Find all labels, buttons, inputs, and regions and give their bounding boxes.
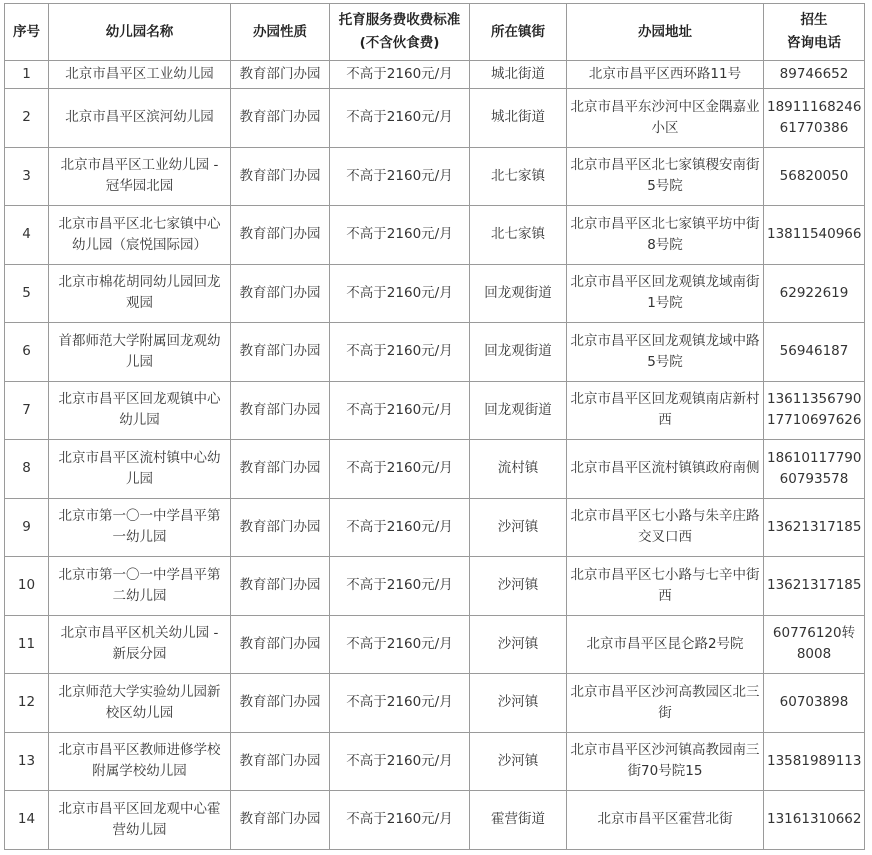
cell-type: 教育部门办园 bbox=[231, 147, 330, 206]
table-row bbox=[5, 61, 865, 89]
cell-type: 教育部门办园 bbox=[231, 264, 330, 323]
cell-index: 10 bbox=[5, 557, 49, 616]
table-body bbox=[5, 61, 865, 850]
cell-name: 北京市棉花胡同幼儿园回龙观园 bbox=[49, 264, 231, 323]
cell-phone: 18911168246 61770386 bbox=[764, 89, 865, 148]
cell-type: 教育部门办园 bbox=[231, 498, 330, 557]
cell-name: 北京市昌平区教师进修学校附属学校幼儿园 bbox=[49, 732, 231, 791]
cell-phone: 13811540966 bbox=[764, 206, 865, 265]
header-phone bbox=[764, 4, 865, 61]
cell-phone: 18610117790 60793578 bbox=[764, 440, 865, 499]
cell-address: 北京市昌平区流村镇镇政府南侧 bbox=[567, 440, 764, 499]
cell-fee: 不高于2160元/月 bbox=[330, 557, 470, 616]
table-row bbox=[5, 264, 865, 323]
table-row bbox=[5, 615, 865, 674]
cell-address: 北京市昌平区回龙观镇龙域中路5号院 bbox=[567, 323, 764, 382]
cell-street: 北七家镇 bbox=[470, 147, 567, 206]
cell-type: 教育部门办园 bbox=[231, 206, 330, 265]
cell-address: 北京市昌平区霍营北街 bbox=[567, 791, 764, 850]
header-street: 所在镇街 bbox=[470, 4, 567, 61]
cell-street: 回龙观街道 bbox=[470, 264, 567, 323]
cell-phone: 13581989113 bbox=[764, 732, 865, 791]
cell-name: 北京市第一〇一中学昌平第一幼儿园 bbox=[49, 498, 231, 557]
cell-type: 教育部门办园 bbox=[231, 674, 330, 733]
cell-phone: 13161310662 bbox=[764, 791, 865, 850]
cell-address: 北京市昌平区回龙观镇龙域南街1号院 bbox=[567, 264, 764, 323]
header-index: 序号 bbox=[5, 4, 49, 61]
cell-type: 教育部门办园 bbox=[231, 440, 330, 499]
cell-street: 沙河镇 bbox=[470, 615, 567, 674]
cell-fee: 不高于2160元/月 bbox=[330, 206, 470, 265]
table-row bbox=[5, 381, 865, 440]
header-address: 办园地址 bbox=[567, 4, 764, 61]
cell-index: 5 bbox=[5, 264, 49, 323]
cell-name: 北京市昌平区北七家镇中心幼儿园（宸悦国际园） bbox=[49, 206, 231, 265]
cell-index: 11 bbox=[5, 615, 49, 674]
cell-phone: 60703898 bbox=[764, 674, 865, 733]
cell-street: 沙河镇 bbox=[470, 732, 567, 791]
cell-index: 13 bbox=[5, 732, 49, 791]
cell-phone: 62922619 bbox=[764, 264, 865, 323]
cell-fee: 不高于2160元/月 bbox=[330, 440, 470, 499]
table-row bbox=[5, 791, 865, 850]
table-row bbox=[5, 440, 865, 499]
header-fee-line2: (不含伙食费) bbox=[359, 35, 440, 51]
cell-index: 1 bbox=[5, 61, 49, 89]
table-row bbox=[5, 498, 865, 557]
cell-fee: 不高于2160元/月 bbox=[330, 61, 470, 89]
cell-address: 北京市昌平区昆仑路2号院 bbox=[567, 615, 764, 674]
table-row bbox=[5, 206, 865, 265]
table-row bbox=[5, 732, 865, 791]
cell-name: 北京市昌平区回龙观中心霍营幼儿园 bbox=[49, 791, 231, 850]
header-fee bbox=[330, 4, 470, 61]
cell-street: 流村镇 bbox=[470, 440, 567, 499]
cell-name: 北京市昌平区流村镇中心幼儿园 bbox=[49, 440, 231, 499]
cell-address: 北京市昌平区沙河高教园区北三街 bbox=[567, 674, 764, 733]
cell-phone: 60776120转8008 bbox=[764, 615, 865, 674]
cell-type: 教育部门办园 bbox=[231, 381, 330, 440]
header-phone-line1: 招生 bbox=[800, 12, 828, 28]
cell-street: 沙河镇 bbox=[470, 557, 567, 616]
cell-street: 沙河镇 bbox=[470, 674, 567, 733]
cell-address: 北京市昌平区沙河镇高教园南三街70号院15 bbox=[567, 732, 764, 791]
cell-index: 7 bbox=[5, 381, 49, 440]
cell-name: 首都师范大学附属回龙观幼儿园 bbox=[49, 323, 231, 382]
cell-name: 北京市昌平区机关幼儿园 - 新辰分园 bbox=[49, 615, 231, 674]
cell-type: 教育部门办园 bbox=[231, 615, 330, 674]
table-row bbox=[5, 89, 865, 148]
cell-street: 北七家镇 bbox=[470, 206, 567, 265]
cell-phone: 13611356790 17710697626 bbox=[764, 381, 865, 440]
cell-name: 北京市昌平区工业幼儿园 - 冠华园北园 bbox=[49, 147, 231, 206]
table-row bbox=[5, 323, 865, 382]
cell-index: 3 bbox=[5, 147, 49, 206]
cell-address: 北京市昌平区西环路11号 bbox=[567, 61, 764, 89]
cell-phone: 56820050 bbox=[764, 147, 865, 206]
cell-street: 回龙观街道 bbox=[470, 323, 567, 382]
header-row bbox=[5, 4, 865, 61]
cell-name: 北京市昌平区工业幼儿园 bbox=[49, 61, 231, 89]
cell-address: 北京市昌平区七小路与朱辛庄路交叉口西 bbox=[567, 498, 764, 557]
cell-name: 北京市昌平区滨河幼儿园 bbox=[49, 89, 231, 148]
cell-index: 6 bbox=[5, 323, 49, 382]
cell-name: 北京市昌平区回龙观镇中心幼儿园 bbox=[49, 381, 231, 440]
header-phone-line2: 咨询电话 bbox=[787, 35, 841, 51]
cell-fee: 不高于2160元/月 bbox=[330, 264, 470, 323]
cell-phone: 13621317185 bbox=[764, 557, 865, 616]
cell-index: 9 bbox=[5, 498, 49, 557]
cell-type: 教育部门办园 bbox=[231, 323, 330, 382]
cell-address: 北京市昌平区七小路与七辛中街西 bbox=[567, 557, 764, 616]
header-fee-line1: 托育服务费收费标准 bbox=[338, 12, 461, 28]
cell-street: 城北街道 bbox=[470, 89, 567, 148]
cell-phone: 89746652 bbox=[764, 61, 865, 89]
cell-address: 北京市昌平区北七家镇稷安南街5号院 bbox=[567, 147, 764, 206]
cell-fee: 不高于2160元/月 bbox=[330, 498, 470, 557]
cell-phone: 56946187 bbox=[764, 323, 865, 382]
cell-name: 北京师范大学实验幼儿园新校区幼儿园 bbox=[49, 674, 231, 733]
cell-fee: 不高于2160元/月 bbox=[330, 732, 470, 791]
table-row bbox=[5, 674, 865, 733]
cell-type: 教育部门办园 bbox=[231, 557, 330, 616]
cell-fee: 不高于2160元/月 bbox=[330, 381, 470, 440]
cell-type: 教育部门办园 bbox=[231, 791, 330, 850]
cell-index: 14 bbox=[5, 791, 49, 850]
cell-street: 城北街道 bbox=[470, 61, 567, 89]
cell-type: 教育部门办园 bbox=[231, 61, 330, 89]
cell-index: 4 bbox=[5, 206, 49, 265]
kindergarten-table bbox=[4, 3, 865, 850]
table-row bbox=[5, 147, 865, 206]
cell-name: 北京市第一〇一中学昌平第二幼儿园 bbox=[49, 557, 231, 616]
cell-fee: 不高于2160元/月 bbox=[330, 323, 470, 382]
cell-address: 北京市昌平东沙河中区金隅嘉业小区 bbox=[567, 89, 764, 148]
cell-fee: 不高于2160元/月 bbox=[330, 674, 470, 733]
cell-phone: 13621317185 bbox=[764, 498, 865, 557]
cell-street: 回龙观街道 bbox=[470, 381, 567, 440]
cell-street: 沙河镇 bbox=[470, 498, 567, 557]
cell-fee: 不高于2160元/月 bbox=[330, 147, 470, 206]
cell-address: 北京市昌平区回龙观镇南店新村西 bbox=[567, 381, 764, 440]
header-name: 幼儿园名称 bbox=[49, 4, 231, 61]
cell-address: 北京市昌平区北七家镇平坊中街8号院 bbox=[567, 206, 764, 265]
cell-index: 8 bbox=[5, 440, 49, 499]
cell-fee: 不高于2160元/月 bbox=[330, 791, 470, 850]
header-type: 办园性质 bbox=[231, 4, 330, 61]
cell-type: 教育部门办园 bbox=[231, 89, 330, 148]
table-header bbox=[5, 4, 865, 61]
cell-fee: 不高于2160元/月 bbox=[330, 89, 470, 148]
table-row bbox=[5, 557, 865, 616]
cell-type: 教育部门办园 bbox=[231, 732, 330, 791]
cell-street: 霍营街道 bbox=[470, 791, 567, 850]
cell-index: 2 bbox=[5, 89, 49, 148]
cell-index: 12 bbox=[5, 674, 49, 733]
cell-fee: 不高于2160元/月 bbox=[330, 615, 470, 674]
